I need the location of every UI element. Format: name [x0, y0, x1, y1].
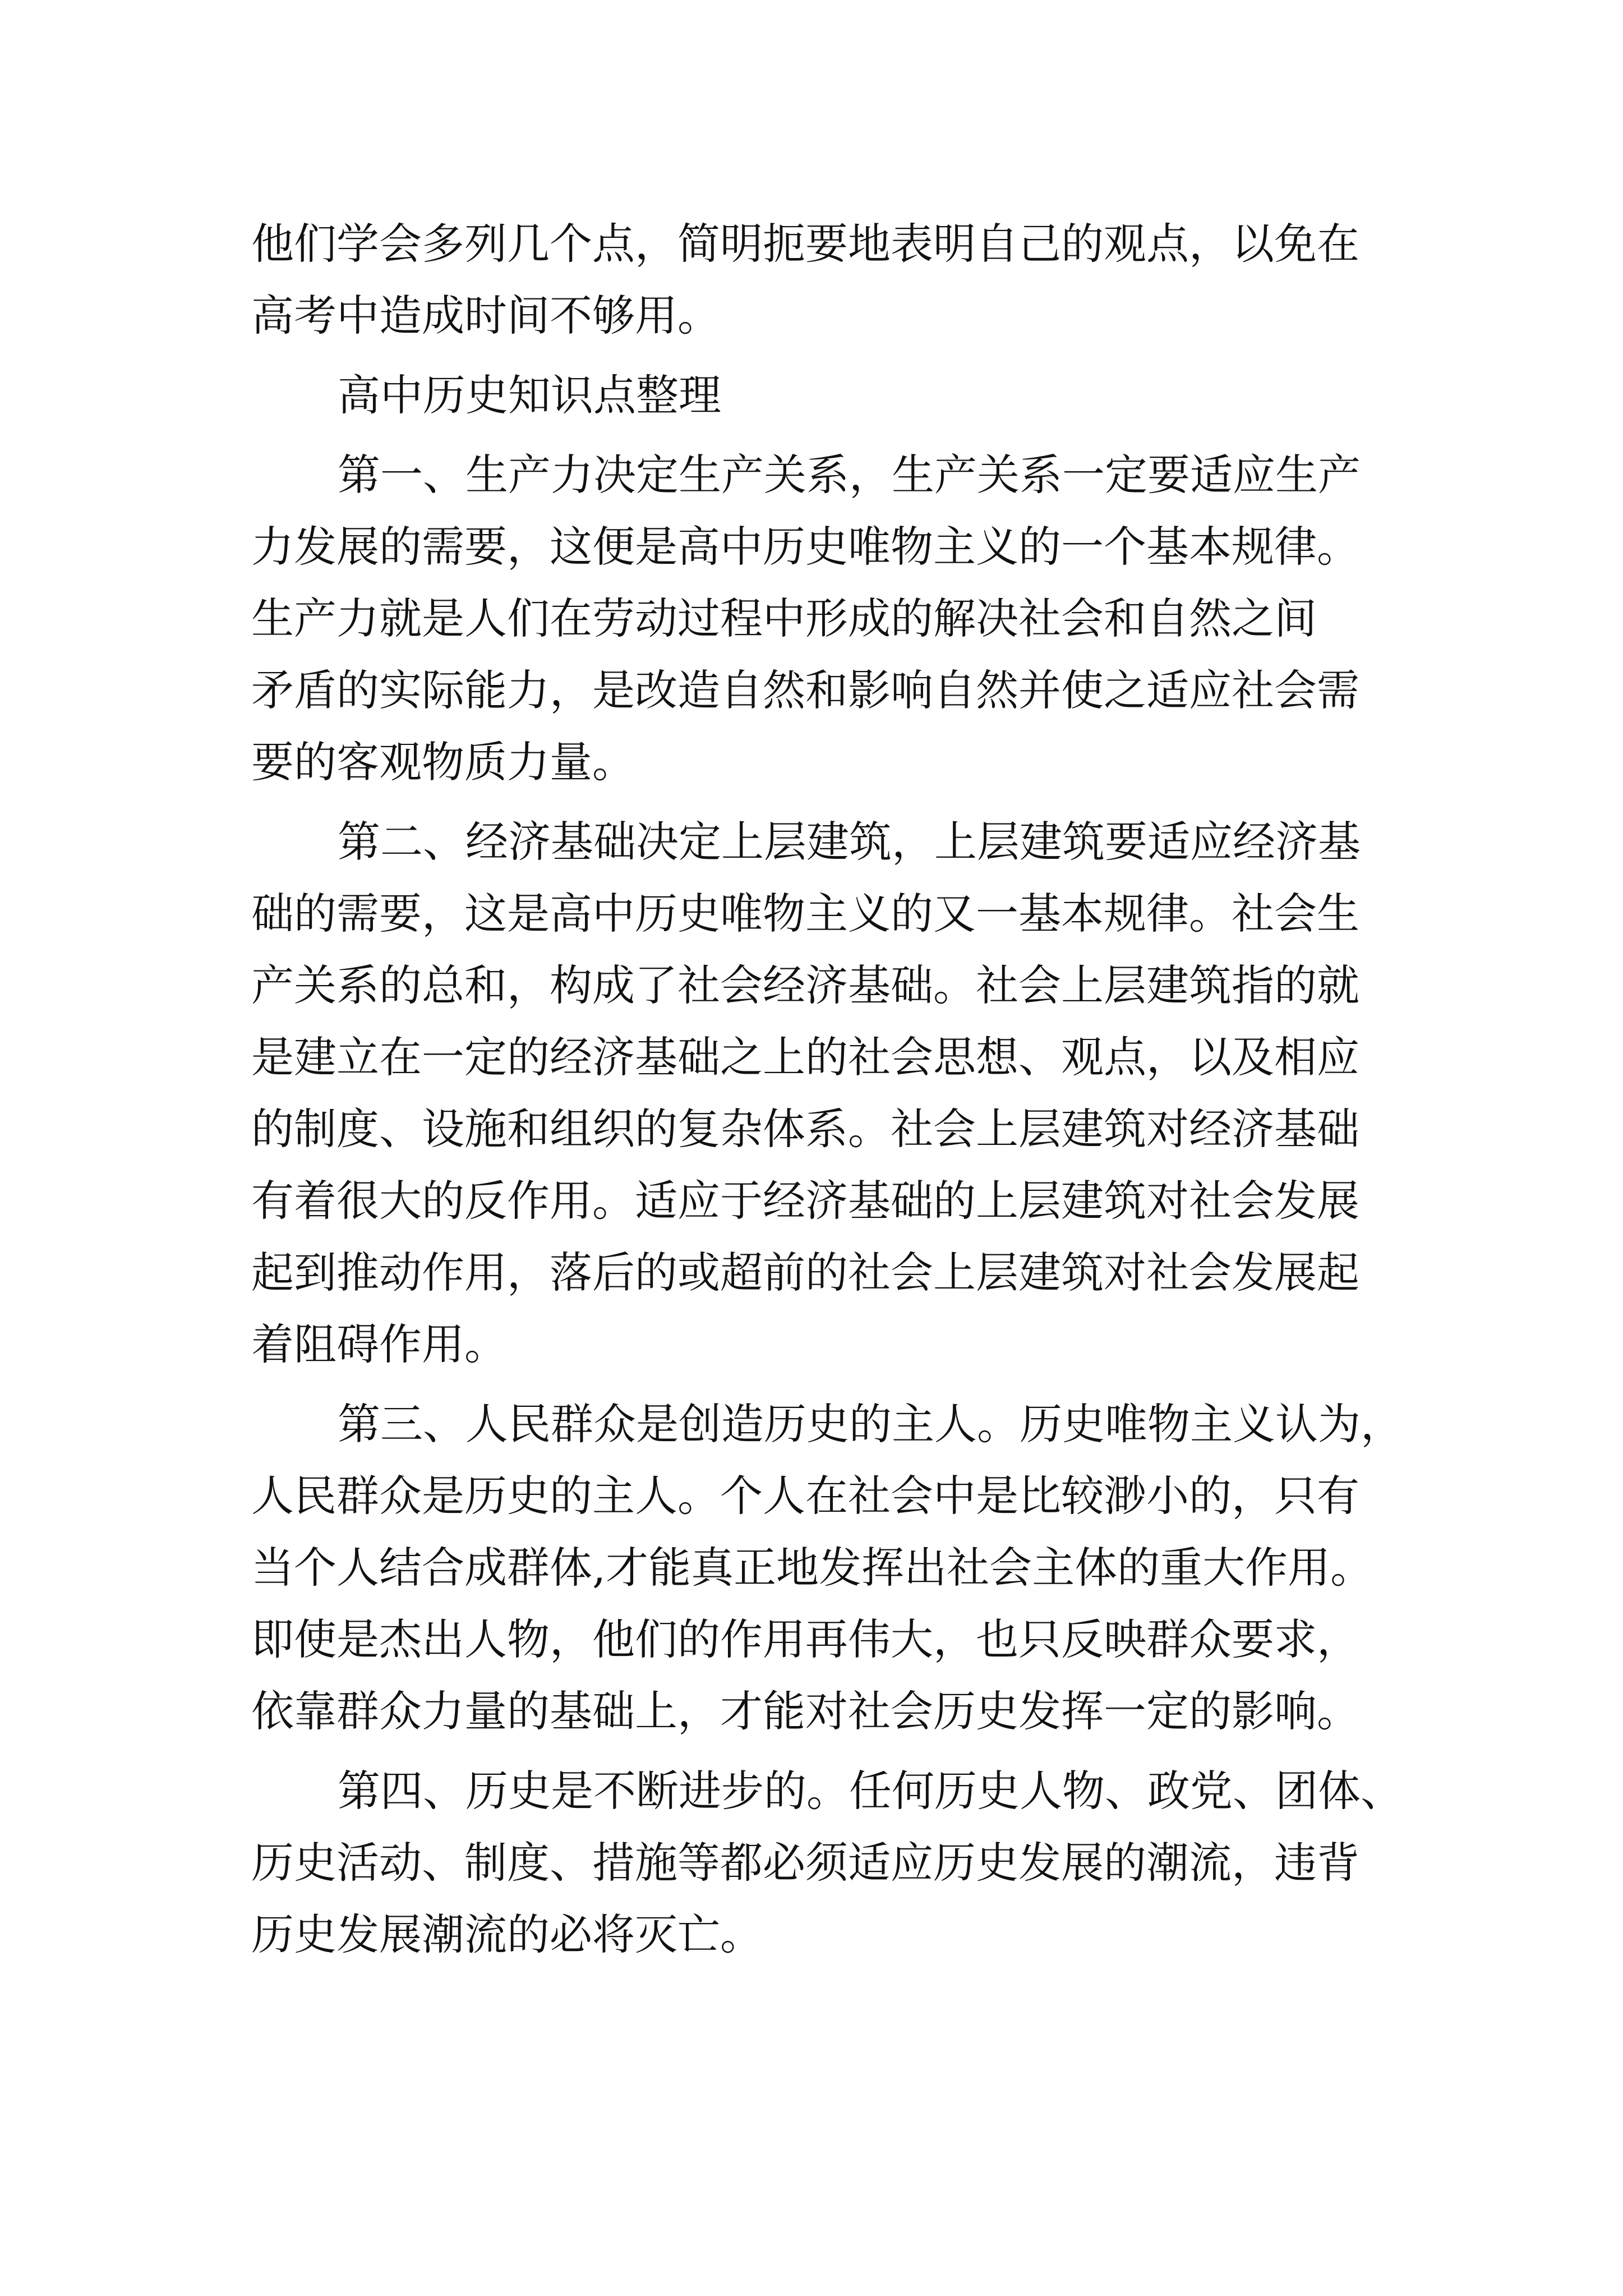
text-line: 即使是杰出人物，他们的作用再伟大，也只反映群众要求， [251, 1614, 1359, 1664]
text-line: 是建立在一定的经济基础之上的社会思想、观点，以及相应 [251, 1032, 1359, 1082]
text-line: 矛盾的实际能力，是改造自然和影响自然并使之适应社会需 [251, 665, 1359, 715]
text-line: 第三、人民群众是创造历史的主人。历史唯物主义认为， [338, 1399, 1403, 1449]
text-line: 力发展的需要，这便是高中历史唯物主义的一个基本规律。 [251, 522, 1359, 572]
section-heading: 高中历史知识点整理 [338, 370, 721, 420]
text-line: 础的需要，这是高中历史唯物主义的又一基本规律。社会生 [251, 889, 1359, 938]
text-line: 他们学会多列几个点，简明扼要地表明自己的观点，以免在 [251, 219, 1359, 269]
text-line: 起到推动作用，落后的或超前的社会上层建筑对社会发展起 [251, 1248, 1359, 1297]
text-line: 着阻碍作用。 [251, 1319, 507, 1369]
text-line: 生产力就是人们在劳动过程中形成的解决社会和自然之间 [251, 593, 1317, 643]
text-line: 高考中造成时间不够用。 [251, 291, 720, 341]
text-line: 历史发展潮流的必将灭亡。 [251, 1910, 763, 1959]
text-line: 当个人结合成群体,才能真正地发挥出社会主体的重大作用。 [251, 1543, 1373, 1593]
text-line: 要的客观物质力量。 [251, 737, 635, 787]
text-line: 第二、经济基础决定上层建筑，上层建筑要适应经济基 [338, 817, 1361, 867]
text-line: 第四、历史是不断进步的。任何历史人物、政党、团体、 [338, 1766, 1403, 1816]
text-line: 历史活动、制度、措施等都必须适应历史发展的潮流，违背 [251, 1838, 1359, 1888]
text-line: 依靠群众力量的基础上，才能对社会历史发挥一定的影响。 [251, 1686, 1359, 1736]
text-line: 有着很大的反作用。适应于经济基础的上层建筑对社会发展 [251, 1176, 1359, 1226]
text-line: 人民群众是历史的主人。个人在社会中是比较渺小的，只有 [251, 1471, 1359, 1521]
text-line: 的制度、设施和组织的复杂体系。社会上层建筑对经济基础 [251, 1104, 1359, 1154]
text-line: 第一、生产力决定生产关系，生产关系一定要适应生产 [338, 450, 1361, 500]
text-line: 产关系的总和，构成了社会经济基础。社会上层建筑指的就 [251, 960, 1359, 1010]
